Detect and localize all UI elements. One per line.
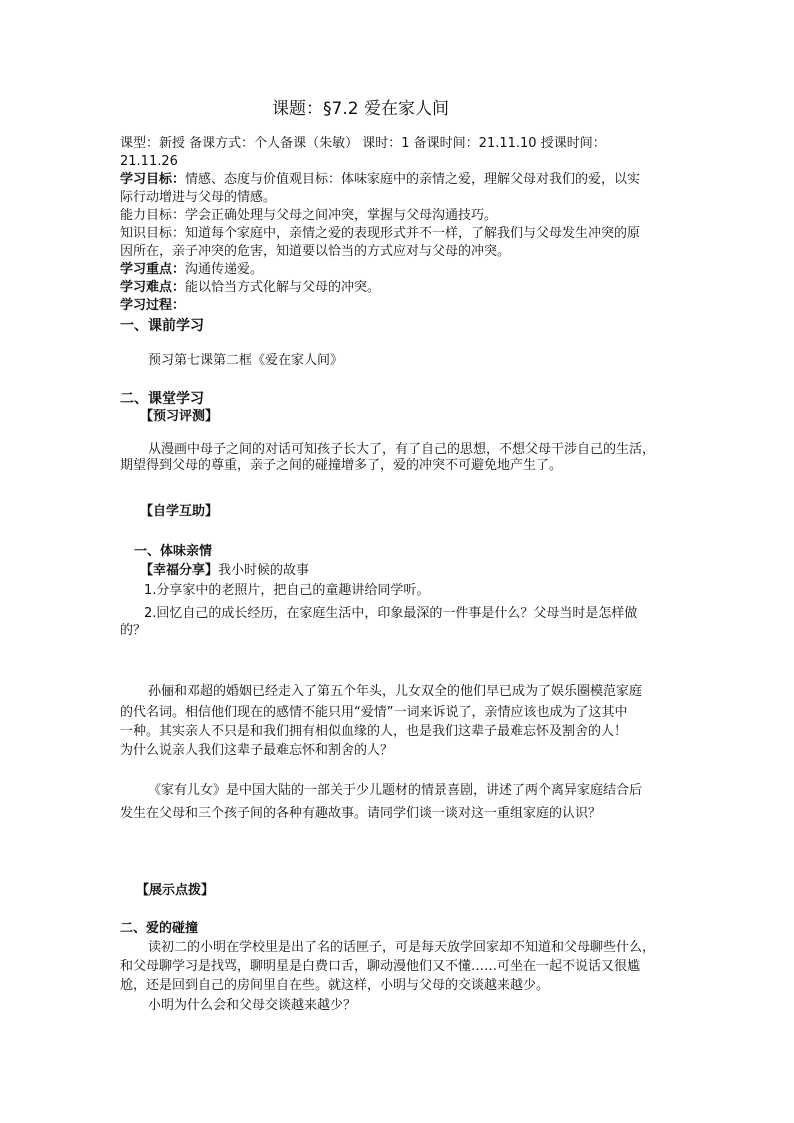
meta-line-2: 21.11.26 [120, 154, 178, 169]
drama-line-2: 发生在父母和三个孩子间的各种有趣故事。请同学们谈一谈对这一重组家庭的认识？ [120, 806, 602, 821]
key-point-text: 沟通传递爱。 [185, 262, 264, 277]
preview-line-1: 从漫画中母子之间的对话可知孩子长大了，有了自己的思想，不想父母干涉自己的生活， [148, 442, 656, 457]
part2-line-2: 和父母聊学习是找骂，聊明星是白费口舌，聊动漫他们又不懂……可坐在一起不说话又很尴 [120, 959, 641, 974]
objectives-ability: 能力目标：学会正确处理与父母之间冲突，掌握与父母沟通技巧。 [120, 208, 498, 223]
part2-line-3: 尬，还是回到自己的房间里自在些。就这样，小明与父母的交谈越来越少。 [120, 978, 550, 993]
part1-heading: 一、体味亲情 [134, 544, 213, 559]
preview-label: 【预习评测】 [140, 409, 219, 424]
story-line-2: 的代名词。相信他们现在的感情不能只用“爱情”一词来诉说了，亲情应该也成为了这其中 [120, 705, 628, 720]
story-line-4: 为什么说亲人我们这辈子最难忘怀和割舍的人？ [120, 743, 394, 758]
story-line-3: 一种。其实亲人不只是和我们拥有相似血缘的人，也是我们这辈子最难忘怀及割舍的人！ [120, 724, 628, 739]
part2-heading: 二、爱的碰撞 [120, 921, 199, 936]
part2-line-1: 读初二的小明在学校里是出了名的话匣子，可是每天放学回家却不知道和父母聊些什么， [148, 940, 656, 955]
objectives-knowledge-1: 知识目标：知道每个家庭中，亲情之爱的表现形式并不一样，了解我们与父母发生冲突的原 [120, 226, 641, 241]
preview-line-2: 期望得到父母的尊重，亲子之间的碰撞增多了，爱的冲突不可避免地产生了。 [120, 458, 563, 473]
story-line-1: 孙俪和邓超的婚姻已经走入了第五个年头，儿女双全的他们早已成为了娱乐圈模范家庭 [148, 684, 643, 699]
section1-text: 预习第七课第二框《爱在家人间》 [148, 353, 344, 368]
key-point-label: 学习重点： [120, 262, 186, 277]
item-2-line-1: 2.回忆自己的成长经历，在家庭生活中，印象最深的一件事是什么？父母当时是怎样做 [144, 606, 638, 621]
objectives-emotion-1: 情感、态度与价值观目标：体味家庭中的亲情之爱，理解父母对我们的爱，以实 [185, 172, 641, 187]
share-text: 我小时候的故事 [218, 563, 310, 578]
item-1: 1.分享家中的老照片，把自己的童趣讲给同学听。 [144, 583, 430, 598]
show-label: 【展示点拨】 [136, 883, 215, 898]
meta-line-1: 课型：新授 备课方式：个人备课（朱敏） 课时：1 备课时间：21.11.10 授课时间： [120, 136, 606, 151]
objectives-label: 学习目标： [120, 172, 186, 187]
section1-heading: 一、课前学习 [120, 318, 204, 334]
difficult-point-line [120, 279, 380, 297]
objectives-knowledge-2: 因所在，亲子冲突的危害，知道要以恰当的方式应对与父母的冲突。 [120, 244, 511, 259]
section2-heading: 二、课堂学习 [120, 391, 204, 407]
drama-line-1: 《家有儿女》是中国大陆的一部关于少儿题材的情景喜剧，讲述了两个离异家庭结合后 [148, 783, 643, 798]
key-point-line [120, 261, 263, 279]
self-study-label: 【自学互助】 [140, 504, 219, 519]
difficult-point-text: 能以恰当方式化解与父母的冲突。 [185, 280, 381, 295]
share-label: 【幸福分享】 [140, 563, 219, 578]
difficult-point-label: 学习难点： [120, 280, 186, 295]
objectives-line-1 [120, 171, 640, 189]
objectives-emotion-2: 际行动增进与父母的情感。 [120, 190, 277, 205]
part2-question: 小明为什么会和父母交谈越来越少？ [148, 998, 357, 1013]
item-2-line-2: 的？ [120, 623, 147, 638]
process-label: 学习过程： [120, 298, 186, 313]
page-title: 课题：§7.2 爱在家人间 [272, 99, 449, 119]
share-line [140, 562, 309, 580]
